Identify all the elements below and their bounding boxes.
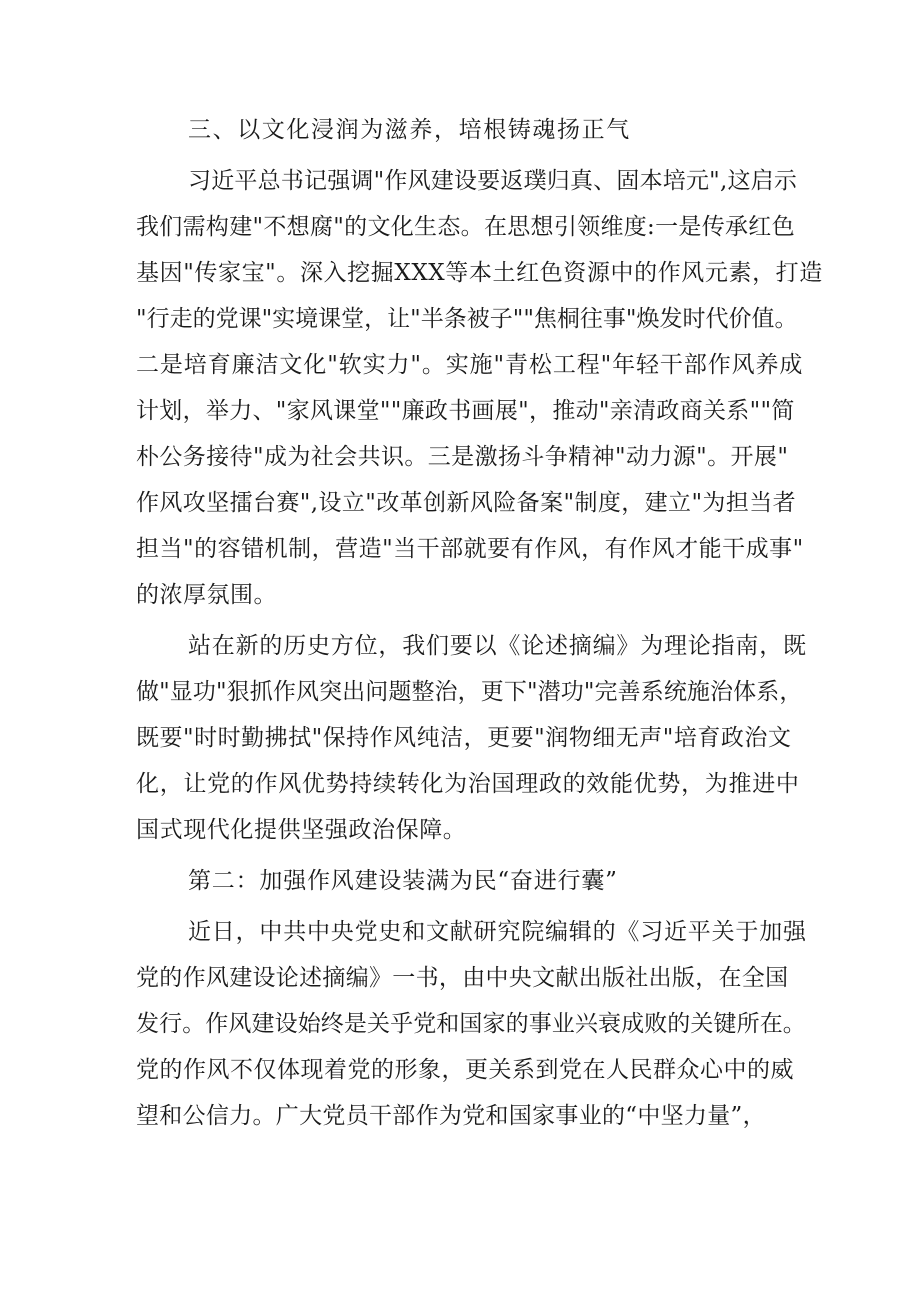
paragraph-line	[0, 1094, 920, 1138]
paragraph-line	[0, 910, 920, 954]
text-line: 望和公信力。广大党员干部作为党和国家事业的“中坚力量”，	[136, 1103, 766, 1129]
text-line: 发行。作风建设始终是关乎党和国家的事业兴衰成败的关键所在。	[136, 1011, 806, 1037]
text-line: "行走的党课"实境课堂，让"半条被子""焦桐往事"焕发时代价值。	[136, 306, 798, 332]
paragraph-line	[0, 762, 920, 806]
paragraph-line	[0, 956, 920, 1000]
section-heading	[0, 108, 920, 152]
text-line: 计划，举力、"家风课堂""廉政书画展"，推动"亲清政商关系""简	[136, 398, 795, 424]
text-line: 化，让党的作风优势持续转化为治国理政的效能优势，为推进中	[136, 771, 800, 797]
text-line: 担当"的容错机制，营造"当干部就要有作风，有作风才能干成事"	[136, 536, 804, 562]
text-line: 的浓厚氛围。	[136, 582, 277, 608]
text-line: 做"显功"狠抓作风突出问题整治，更下"潜功"完善系统施治体系，	[136, 679, 803, 705]
paragraph-line	[0, 1048, 920, 1092]
text-line: 党的作风建设论述摘编》一书，由中央文献出版社出版，在全国	[136, 965, 789, 991]
paragraph-line	[0, 527, 920, 571]
text-line: 国式现代化提供坚强政治保障。	[136, 817, 467, 843]
paragraph-line	[0, 624, 920, 668]
text-line: 三、以文化浸润为滋养，培根铸魂扬正气	[188, 117, 631, 143]
text-line: 党的作风不仅体现着党的形象，更关系到党在人民群众心中的威	[136, 1057, 794, 1083]
paragraph-line	[0, 159, 920, 203]
text-line: 我们需构建"不想腐"的文化生态。在思想引领维度:一是传承红色	[136, 214, 795, 240]
text-line: 基因"传家宝"。深入挖掘XXX等本土红色资源中的作风元素，打造	[136, 260, 823, 286]
text-line: 站在新的历史方位，我们要以《论述摘编》为理论指南，既	[188, 633, 807, 659]
paragraph-line	[0, 573, 920, 617]
text-line: 朴公务接待"成为社会共识。三是激扬斗争精神"动力源"。开展"	[136, 444, 789, 470]
paragraph-line	[0, 205, 920, 249]
paragraph-line	[0, 343, 920, 387]
paragraph-line	[0, 297, 920, 341]
paragraph-line	[0, 670, 920, 714]
text-line: 习近平总书记强调"作风建设要返璞归真、固本培元",这启示	[188, 168, 798, 194]
paragraph-line	[0, 435, 920, 479]
text-line: 作风攻坚擂台赛",设立"改革创新风险备案"制度，建立"为担当者	[136, 490, 797, 516]
paragraph-line	[0, 808, 920, 852]
section-heading	[0, 859, 920, 903]
paragraph-line	[0, 251, 920, 295]
paragraph-line	[0, 389, 920, 433]
text-line: 二是培育廉洁文化"软实力"。实施"青松工程"年轻干部作风养成	[136, 352, 804, 378]
text-line: 近日，中共中央党史和文献研究院编辑的《习近平关于加强	[188, 919, 807, 945]
paragraph-line	[0, 716, 920, 760]
paragraph-line	[0, 1002, 920, 1046]
text-line: 既要"时时勤拂拭"保持作风纯洁，更要"润物细无声"培育政治文	[136, 725, 792, 751]
paragraph-line	[0, 481, 920, 525]
text-line: 第二：加强作风建设装满为民“奋进行囊”	[188, 868, 618, 894]
